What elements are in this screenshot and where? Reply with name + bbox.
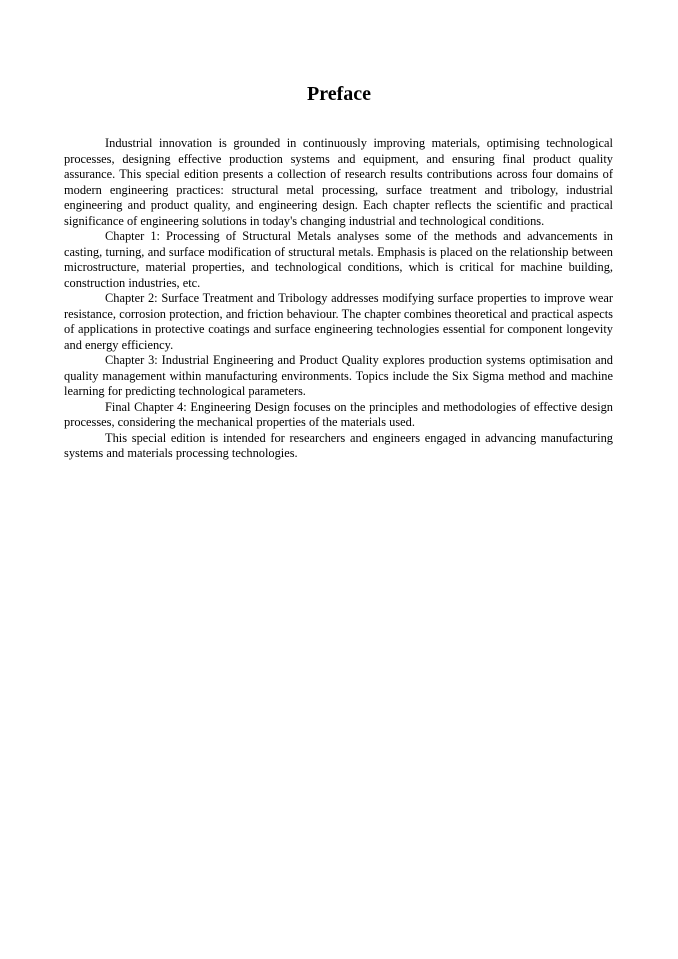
preface-body [64, 136, 613, 462]
paragraph-chapter-4: Final Chapter 4: Engineering Design focuses on the principles and methodologies of effective design processes, considering the mechanical properties of the materials used. [64, 399, 613, 429]
paragraph-chapter-2: Chapter 2: Surface Treatment and Tribology addresses modifying surface properties to improve wear resistance, corrosion protection, and friction behaviour. The chapter combines theoretical and practical aspects of applications in protective coatings and surface engineering technologies essential for component longevity and energy efficiency. [64, 291, 613, 352]
paragraph-introduction: Industrial innovation is grounded in continuously improving materials, optimising technological processes, designing effective production systems and equipment, and ensuring final product quality assurance. This special edition presents a collection of research results contributions across four domains of modern engineering practices: structural metal processing, surface treatment and tribology, industrial engineering and product quality, and engineering design. Each chapter reflects the scientific and practical significance of engineering solutions in today's changing industrial and technological conditions. [64, 136, 613, 228]
paragraph-chapter-1: Chapter 1: Processing of Structural Metals analyses some of the methods and advancements in casting, turning, and surface modification of structural metals. Emphasis is placed on the relationship between microstructure, material properties, and technological conditions, which is critical for machine building, construction industries, etc. [64, 229, 613, 290]
page-title: Preface [306, 83, 372, 105]
paragraph-closing: This special edition is intended for researchers and engineers engaged in advancing manufacturing systems and materials processing technologies. [64, 430, 613, 460]
paragraph-chapter-3: Chapter 3: Industrial Engineering and Product Quality explores production systems optimisation and quality management within manufacturing environments. Topics include the Six Sigma method and machine learning for predicting technological parameters. [64, 353, 613, 398]
